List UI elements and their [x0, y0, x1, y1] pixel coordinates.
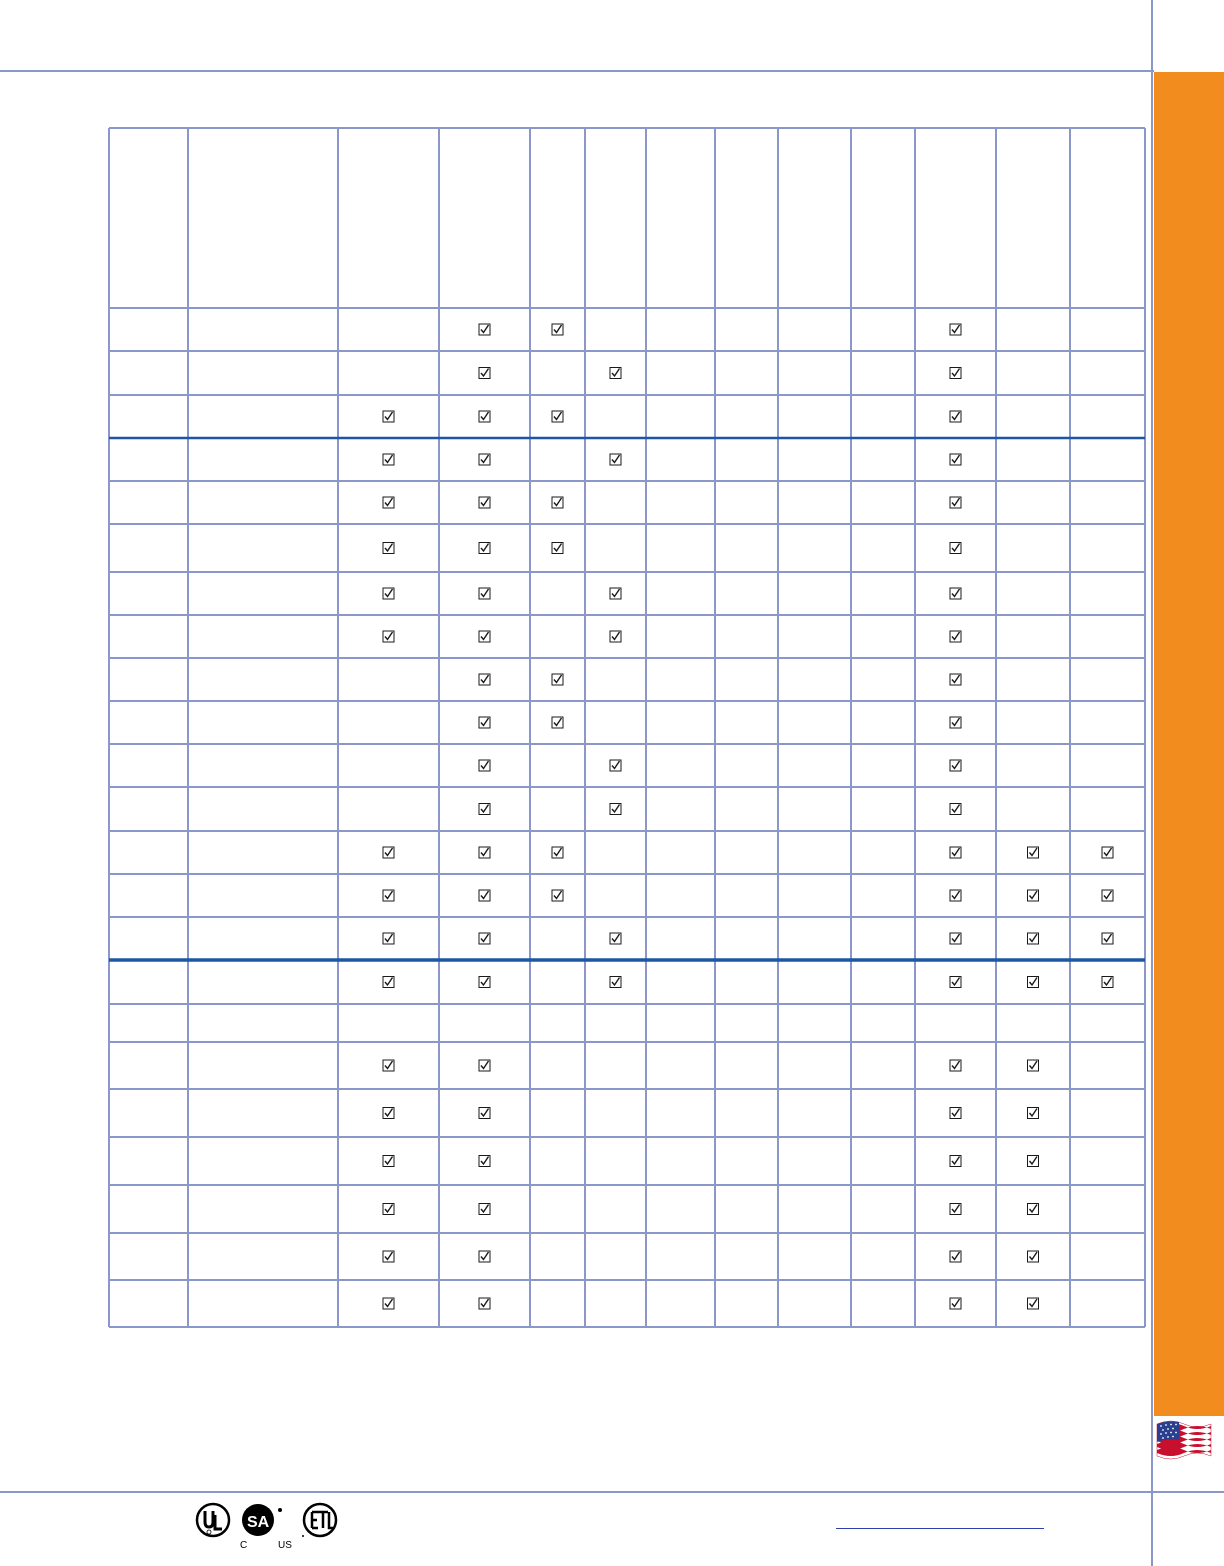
checked-box-icon	[610, 631, 621, 642]
section-tab-band	[1154, 72, 1224, 1416]
checked-box-icon	[479, 588, 490, 599]
checked-box-icon	[950, 543, 961, 554]
checked-box-icon	[479, 804, 490, 815]
csa-us-icon	[238, 1502, 298, 1550]
checked-box-icon	[950, 588, 961, 599]
checked-box-icon	[610, 804, 621, 815]
checked-box-icon	[950, 890, 961, 901]
checked-box-icon	[1028, 890, 1039, 901]
csa-sub-us: US	[278, 1540, 292, 1550]
us-flag-icon	[1155, 1418, 1213, 1460]
checked-box-icon	[479, 847, 490, 858]
checked-box-icon	[383, 1204, 394, 1215]
checked-box-icon	[383, 933, 394, 944]
checked-box-icon	[610, 760, 621, 771]
ul-listed-icon	[193, 1502, 233, 1542]
checked-box-icon	[552, 411, 563, 422]
checked-box-icon	[479, 631, 490, 642]
checked-box-icon	[950, 411, 961, 422]
checked-box-icon	[1028, 847, 1039, 858]
checked-box-icon	[552, 717, 563, 728]
checked-box-icon	[383, 454, 394, 465]
checked-box-icon	[479, 497, 490, 508]
checked-box-icon	[950, 497, 961, 508]
checked-box-icon	[479, 1060, 490, 1071]
checked-box-icon	[950, 324, 961, 335]
checked-box-icon	[950, 1060, 961, 1071]
checked-box-icon	[383, 1156, 394, 1167]
checked-box-icon	[1028, 1108, 1039, 1119]
checked-box-icon	[479, 543, 490, 554]
checked-box-icon	[1028, 977, 1039, 988]
checked-box-icon	[950, 1108, 961, 1119]
checked-box-icon	[950, 717, 961, 728]
checked-box-icon	[383, 977, 394, 988]
checked-box-icon	[383, 1251, 394, 1262]
checked-box-icon	[950, 760, 961, 771]
checked-box-icon	[1102, 847, 1113, 858]
checked-box-icon	[1028, 1204, 1039, 1215]
etl-listed-icon	[300, 1502, 356, 1542]
checked-box-icon	[950, 847, 961, 858]
checked-box-icon	[479, 674, 490, 685]
checked-box-icon	[950, 1156, 961, 1167]
checked-box-icon	[610, 588, 621, 599]
csa-sub-c: C	[240, 1540, 248, 1550]
checked-box-icon	[383, 543, 394, 554]
checked-box-icon	[1028, 933, 1039, 944]
checked-box-icon	[383, 411, 394, 422]
checked-box-icon	[479, 1298, 490, 1309]
checked-box-icon	[383, 588, 394, 599]
checked-box-icon	[479, 324, 490, 335]
checked-box-icon	[950, 454, 961, 465]
checked-box-icon	[950, 933, 961, 944]
checked-box-icon	[950, 977, 961, 988]
checked-box-icon	[479, 1108, 490, 1119]
checked-box-icon	[950, 804, 961, 815]
checked-box-icon	[479, 890, 490, 901]
checked-box-icon	[950, 1251, 961, 1262]
checked-box-icon	[383, 890, 394, 901]
checked-box-icon	[610, 977, 621, 988]
checked-box-icon	[552, 847, 563, 858]
checked-box-icon	[552, 890, 563, 901]
checked-box-icon	[1028, 1156, 1039, 1167]
checked-box-icon	[383, 631, 394, 642]
checked-box-icon	[1028, 1298, 1039, 1309]
checked-box-icon	[610, 933, 621, 944]
checked-box-icon	[479, 977, 490, 988]
svg-text:SA: SA	[247, 1514, 270, 1531]
checked-box-icon	[552, 674, 563, 685]
checked-box-icon	[479, 1204, 490, 1215]
checked-box-icon	[1102, 933, 1113, 944]
footer-website-link[interactable]	[836, 1528, 1044, 1529]
checked-box-icon	[1028, 1251, 1039, 1262]
checked-box-icon	[552, 543, 563, 554]
checked-box-icon	[479, 933, 490, 944]
checked-box-icon	[950, 1298, 961, 1309]
checked-box-icon	[950, 368, 961, 379]
checked-box-icon	[552, 324, 563, 335]
checked-box-icon	[383, 1060, 394, 1071]
checked-box-icon	[1102, 977, 1113, 988]
checked-box-icon	[950, 1204, 961, 1215]
checked-box-icon	[479, 1156, 490, 1167]
checked-box-icon	[1102, 890, 1113, 901]
checked-box-icon	[383, 847, 394, 858]
checked-box-icon	[610, 454, 621, 465]
checked-box-icon	[479, 760, 490, 771]
checked-box-icon	[383, 1108, 394, 1119]
checked-box-icon	[383, 497, 394, 508]
checked-box-icon	[950, 674, 961, 685]
checked-box-icon	[610, 368, 621, 379]
checked-box-icon	[950, 631, 961, 642]
checked-box-icon	[383, 1298, 394, 1309]
checked-box-icon	[479, 717, 490, 728]
checked-box-icon	[479, 368, 490, 379]
checked-box-icon	[479, 454, 490, 465]
checked-box-icon	[479, 411, 490, 422]
checked-box-icon	[479, 1251, 490, 1262]
page-bottom-rule	[0, 1491, 1224, 1493]
checked-box-icon	[1028, 1060, 1039, 1071]
checked-box-icon	[552, 497, 563, 508]
